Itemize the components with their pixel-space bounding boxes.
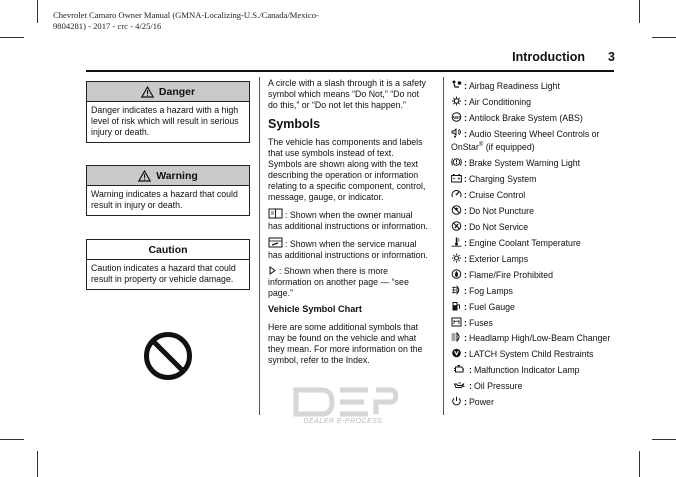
symbol-entry: : Airbag Readiness Light xyxy=(451,80,616,92)
symbol-entry: : Brake System Warning Light xyxy=(451,157,616,169)
symbol-label: Exterior Lamps xyxy=(468,253,529,264)
column-divider xyxy=(443,77,444,415)
document-header-line: Chevrolet Camaro Owner Manual (GMNA-Localizing-U.S./Canada/Mexico- xyxy=(53,10,319,20)
symbol-entry: : Fuses xyxy=(451,317,616,329)
symbol-label: Oil Pressure xyxy=(473,381,523,392)
owner-manual-paragraph xyxy=(268,208,428,232)
symbols-paragraph: The vehicle has components and labels that use symbols instead of text. Symbols are shown along with the text describing the operation or information relating to a specific component, control, message, gauge, or indicator. xyxy=(268,137,426,202)
registered-mark: ® xyxy=(478,141,484,148)
symbol-chart-list xyxy=(451,80,616,412)
caution-text: Caution indicates a hazard that could result in property or vehicle damage. xyxy=(91,263,236,284)
warning-triangle-icon xyxy=(141,86,154,98)
symbol-entry: : Flame/Fire Prohibited xyxy=(451,269,616,281)
brake-warning-icon xyxy=(451,157,462,167)
caution-box-header xyxy=(87,240,249,260)
battery-icon xyxy=(451,173,462,183)
service-manual-text: : Shown when the service manual has additional instructions or information. xyxy=(268,239,428,260)
warning-triangle-icon xyxy=(138,170,151,182)
air-conditioning-icon xyxy=(451,96,462,106)
symbol-entry: : Fog Lamps xyxy=(451,285,616,297)
symbol-label: Brake System Warning Light xyxy=(468,157,581,168)
warning-box-header xyxy=(87,166,249,186)
symbol-entry: : Audio Steering Wheel Controls or OnStar® (if equipped) xyxy=(451,128,600,152)
symbol-entry: : Oil Pressure xyxy=(451,380,616,392)
caution-title: Caution xyxy=(148,243,188,256)
airbag-icon xyxy=(451,80,462,90)
crop-mark xyxy=(0,37,24,38)
symbol-label: Cruise Control xyxy=(468,189,526,200)
cruise-control-icon xyxy=(451,189,462,199)
symbol-label: Charging System xyxy=(468,173,537,184)
symbol-entry: : Engine Coolant Temperature xyxy=(451,237,616,249)
symbol-label: Audio Steering Wheel Controls or OnStar xyxy=(451,128,600,152)
document-header xyxy=(53,10,373,31)
malfunction-indicator-icon xyxy=(451,364,467,374)
crop-mark xyxy=(37,0,38,23)
danger-title: Danger xyxy=(158,85,196,98)
symbols-heading: Symbols xyxy=(268,117,321,131)
symbol-label-suffix: (if equipped) xyxy=(483,141,535,152)
symbol-label: Headlamp High/Low-Beam Changer xyxy=(468,333,611,344)
crop-mark xyxy=(0,439,24,440)
warning-box xyxy=(86,165,250,216)
flame-icon xyxy=(451,269,462,279)
arrow-right-icon xyxy=(268,266,277,275)
symbol-label: Airbag Readiness Light xyxy=(468,81,560,91)
symbol-entry: : Malfunction Indicator Lamp xyxy=(451,364,616,376)
symbol-label: Do Not Service xyxy=(468,221,529,232)
crop-mark xyxy=(639,0,640,23)
power-icon xyxy=(451,396,462,406)
watermark-logo-icon xyxy=(288,386,398,418)
fog-lamps-icon xyxy=(451,285,462,295)
vehicle-symbol-chart-heading: Vehicle Symbol Chart xyxy=(268,304,362,314)
document-header-line: 9804281) - 2017 - crc - 4/25/16 xyxy=(53,20,162,31)
middle-column xyxy=(268,78,428,371)
crop-mark xyxy=(652,439,676,440)
symbol-label: Flame/Fire Prohibited xyxy=(468,269,554,280)
symbol-label: Power xyxy=(468,397,494,408)
latch-icon xyxy=(451,348,462,358)
symbol-entry: : Charging System xyxy=(451,173,616,185)
section-title: Introduction xyxy=(512,50,585,64)
symbol-label: Fog Lamps xyxy=(468,285,513,296)
service-manual-paragraph xyxy=(268,237,428,261)
danger-box-header xyxy=(87,82,249,102)
page-number: 3 xyxy=(608,50,615,64)
service-manual-icon xyxy=(268,237,283,248)
coolant-temperature-icon xyxy=(451,237,462,247)
dealer-watermark xyxy=(288,386,398,426)
do-not-service-icon xyxy=(451,221,462,231)
symbol-label: Air Conditioning xyxy=(468,96,532,107)
abs-icon xyxy=(451,112,462,122)
another-page-text: : Shown when there is more information on another page — “see page.” xyxy=(268,266,409,298)
caution-box xyxy=(86,239,250,290)
audio-steering-icon xyxy=(451,128,462,138)
column-divider xyxy=(259,77,260,415)
do-not-symbol-icon xyxy=(142,330,194,382)
symbol-entry: : Headlamp High/Low-Beam Changer xyxy=(451,332,616,344)
crop-mark xyxy=(37,451,38,477)
symbol-entry: : Do Not Service xyxy=(451,221,616,233)
watermark-text: DEALER E-PROCESS xyxy=(303,418,383,425)
crop-mark xyxy=(639,451,640,477)
danger-box xyxy=(86,81,250,143)
danger-text: Danger indicates a hazard with a high level of risk which will result in serious injury or death. xyxy=(91,105,239,137)
headlamp-beam-icon xyxy=(451,332,462,342)
fuses-icon xyxy=(451,317,462,327)
symbol-label: Engine Coolant Temperature xyxy=(468,237,581,248)
vehicle-symbol-chart-text: Here are some additional symbols that may be found on the vehicle and what they mean. For more information on the symbol, refer to the Index. xyxy=(268,322,423,365)
crop-mark xyxy=(652,37,676,38)
symbol-entry: : Air Conditioning xyxy=(451,96,616,108)
exterior-lamps-icon xyxy=(451,253,462,263)
warning-title: Warning xyxy=(156,169,198,182)
another-page-paragraph xyxy=(268,266,428,299)
symbol-label: LATCH System Child Restraints xyxy=(468,349,594,360)
symbol-label: Fuel Gauge xyxy=(468,301,515,312)
symbol-entry: ABS : Antilock Brake System (ABS) xyxy=(452,112,583,123)
do-not-paragraph: A circle with a slash through it is a safety symbol which means “Do Not,” “Do not do this,” or “Do not let this happen.” xyxy=(268,78,426,110)
warning-text: Warning indicates a hazard that could result in injury or death. xyxy=(91,189,238,210)
owner-manual-book-icon xyxy=(268,208,283,219)
symbol-entry: : Fuel Gauge xyxy=(451,301,616,313)
symbol-entry: : Cruise Control xyxy=(451,189,616,201)
oil-pressure-icon xyxy=(451,380,467,390)
symbol-entry: : Do Not Puncture xyxy=(451,205,616,217)
symbol-entry: : LATCH System Child Restraints xyxy=(451,348,616,360)
fuel-gauge-icon xyxy=(451,301,462,311)
header-rule xyxy=(86,70,614,72)
owner-manual-text: : Shown when the owner manual has additional instructions or information. xyxy=(268,210,428,231)
symbol-entry: : Power xyxy=(451,396,616,408)
symbol-label: Malfunction Indicator Lamp xyxy=(473,365,580,376)
do-not-puncture-icon xyxy=(451,205,462,215)
symbol-entry: : Exterior Lamps xyxy=(451,253,616,265)
symbol-label: Fuses xyxy=(468,317,493,328)
symbol-label: Antilock Brake System (ABS) xyxy=(468,112,583,123)
svg-text:ABS: ABS xyxy=(452,114,461,120)
symbol-label: Do Not Puncture xyxy=(468,205,534,216)
